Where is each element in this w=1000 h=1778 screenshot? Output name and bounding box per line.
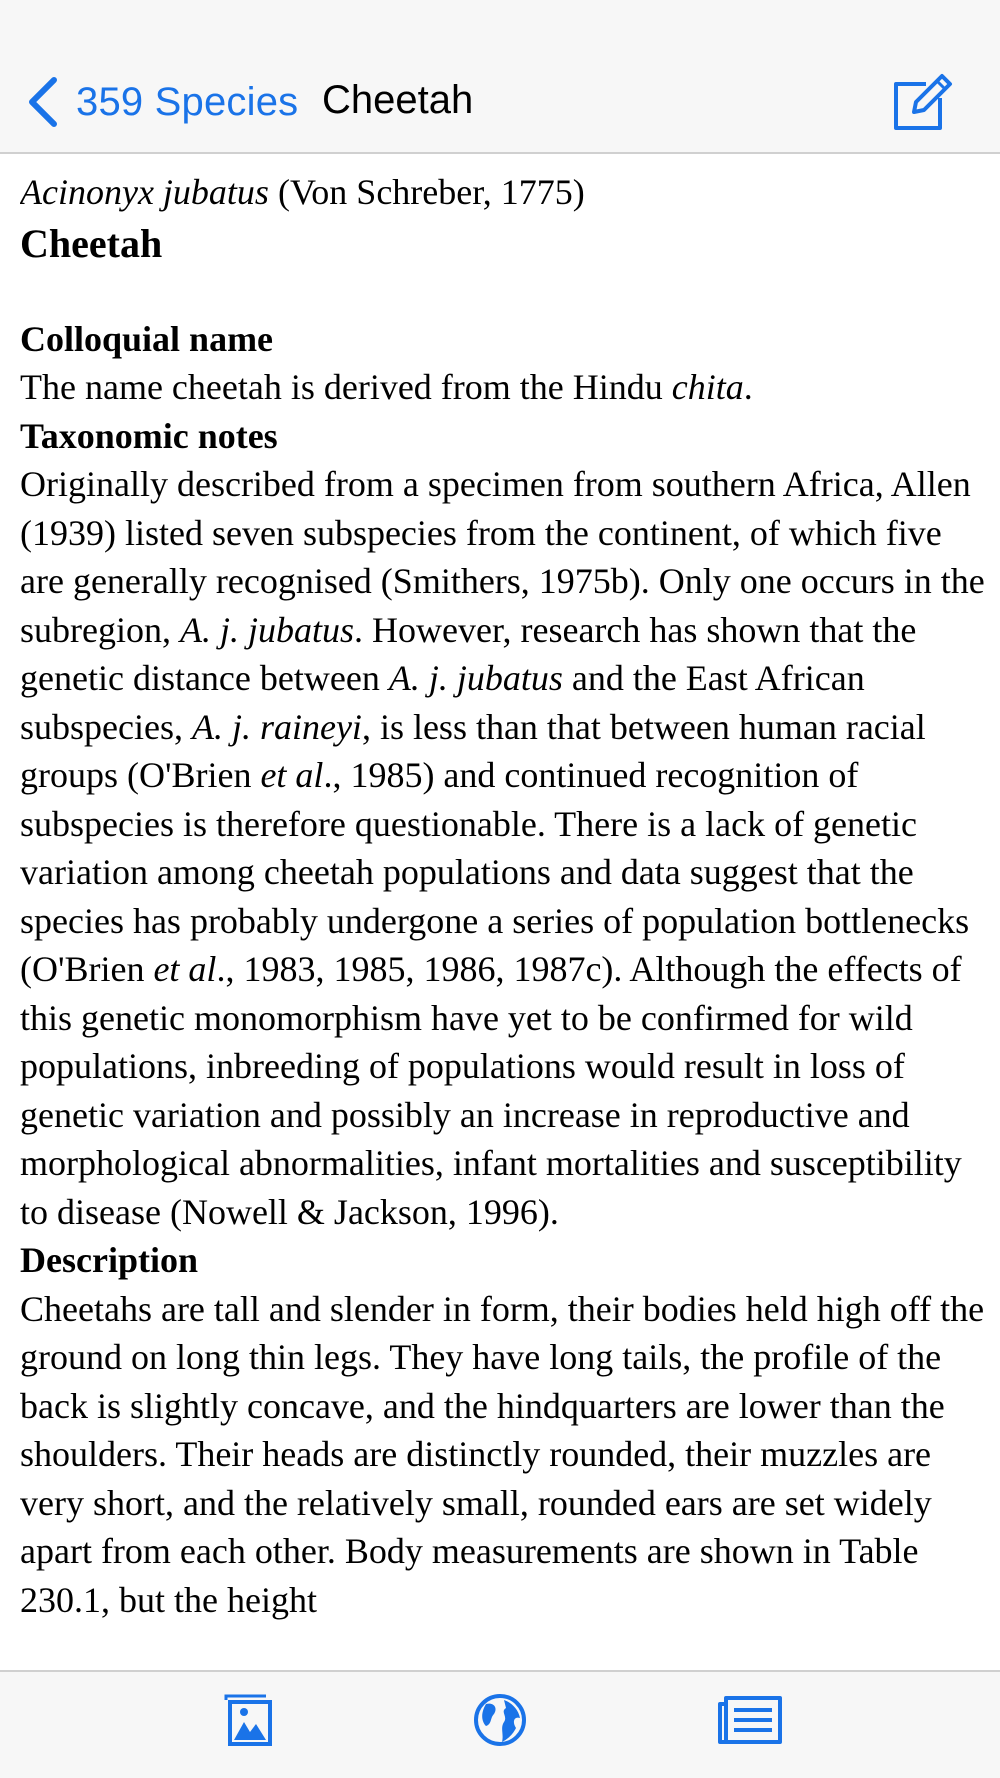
navigation-bar (0, 0, 1000, 154)
text-run: The name cheetah is derived from the Hindu (20, 367, 672, 407)
text-run: Originally described from a specimen from southern Africa, Allen (1939) listed seven subspecies from the continent, of which five are generally recognised (Smithers, 1975b). Only one occurs in the subregion, (20, 464, 985, 650)
authority: (Von Schreber, 1775) (277, 172, 585, 212)
italic-term: A. j. jubatus (179, 609, 354, 650)
bottom-toolbar (0, 1670, 1000, 1778)
page-title: Cheetah (322, 78, 474, 122)
text-run: , is less than that between human racial groups (O'Brien (20, 706, 926, 795)
gallery-icon (222, 1692, 274, 1748)
scientific-name: Acinonyx jubatus (20, 172, 269, 212)
globe-icon (472, 1692, 528, 1748)
text-run: . However, research has shown that the genetic distance between (20, 609, 917, 698)
text-run: ., 1983, 1985, 1986, 1987c). Although the effects of this genetic monomorphism have yet to be confirmed for wild populations, inbreeding of populations would result in loss of genetic variation and possibly an increase in reproductive and morphological abnormalities, infant mortalities and susceptibility to disease (Nowell & Jackson, 1996). (20, 949, 962, 1232)
description-text: Cheetahs are tall and slender in form, their bodies held high off the ground on long thin legs. They have long tails, the profile of the back is slightly concave, and the hindquarters are lower than the shoulders. Their heads are distinctly rounded, their muzzles are very short, and the relatively small, rounded ears are set widely apart from each other. Body measurements are shown in Table 230.1, but the height (20, 1288, 985, 1620)
colloquial-name-heading: Colloquial name (20, 318, 274, 359)
back-button-label: 359 Species (76, 79, 299, 124)
species-article (20, 168, 985, 1668)
back-button[interactable] (26, 72, 298, 132)
italic-term: chita (671, 367, 744, 407)
text-run: ., 1985) and continued recognition of subspecies is therefore questionable. There is a lack of genetic variation among cheetah populations and data suggest that the species has probably undergone a series of population bottlenecks (O'Brien (20, 755, 970, 989)
common-name-heading: Cheetah (20, 220, 163, 266)
map-button[interactable] (472, 1692, 528, 1748)
italic-term: et al (153, 949, 217, 989)
italic-term: A. j. jubatus (388, 658, 563, 698)
chevron-left-icon (26, 76, 60, 128)
taxonomic-notes-heading: Taxonomic notes (20, 415, 278, 456)
spacer (20, 271, 985, 315)
scientific-name-line (20, 168, 985, 217)
article-icon (716, 1692, 786, 1748)
article-button[interactable] (716, 1692, 786, 1748)
text-run: . (743, 367, 753, 407)
italic-term: et al (260, 755, 324, 795)
description-heading: Description (20, 1240, 198, 1280)
taxonomic-notes-text (20, 460, 985, 1236)
colloquial-name-text (20, 363, 985, 412)
compose-button[interactable] (892, 72, 954, 132)
text-run: and the East African subspecies, (20, 658, 865, 747)
italic-term: A. j. raineyi (191, 706, 362, 747)
compose-icon (892, 72, 954, 132)
gallery-button[interactable] (222, 1692, 274, 1748)
